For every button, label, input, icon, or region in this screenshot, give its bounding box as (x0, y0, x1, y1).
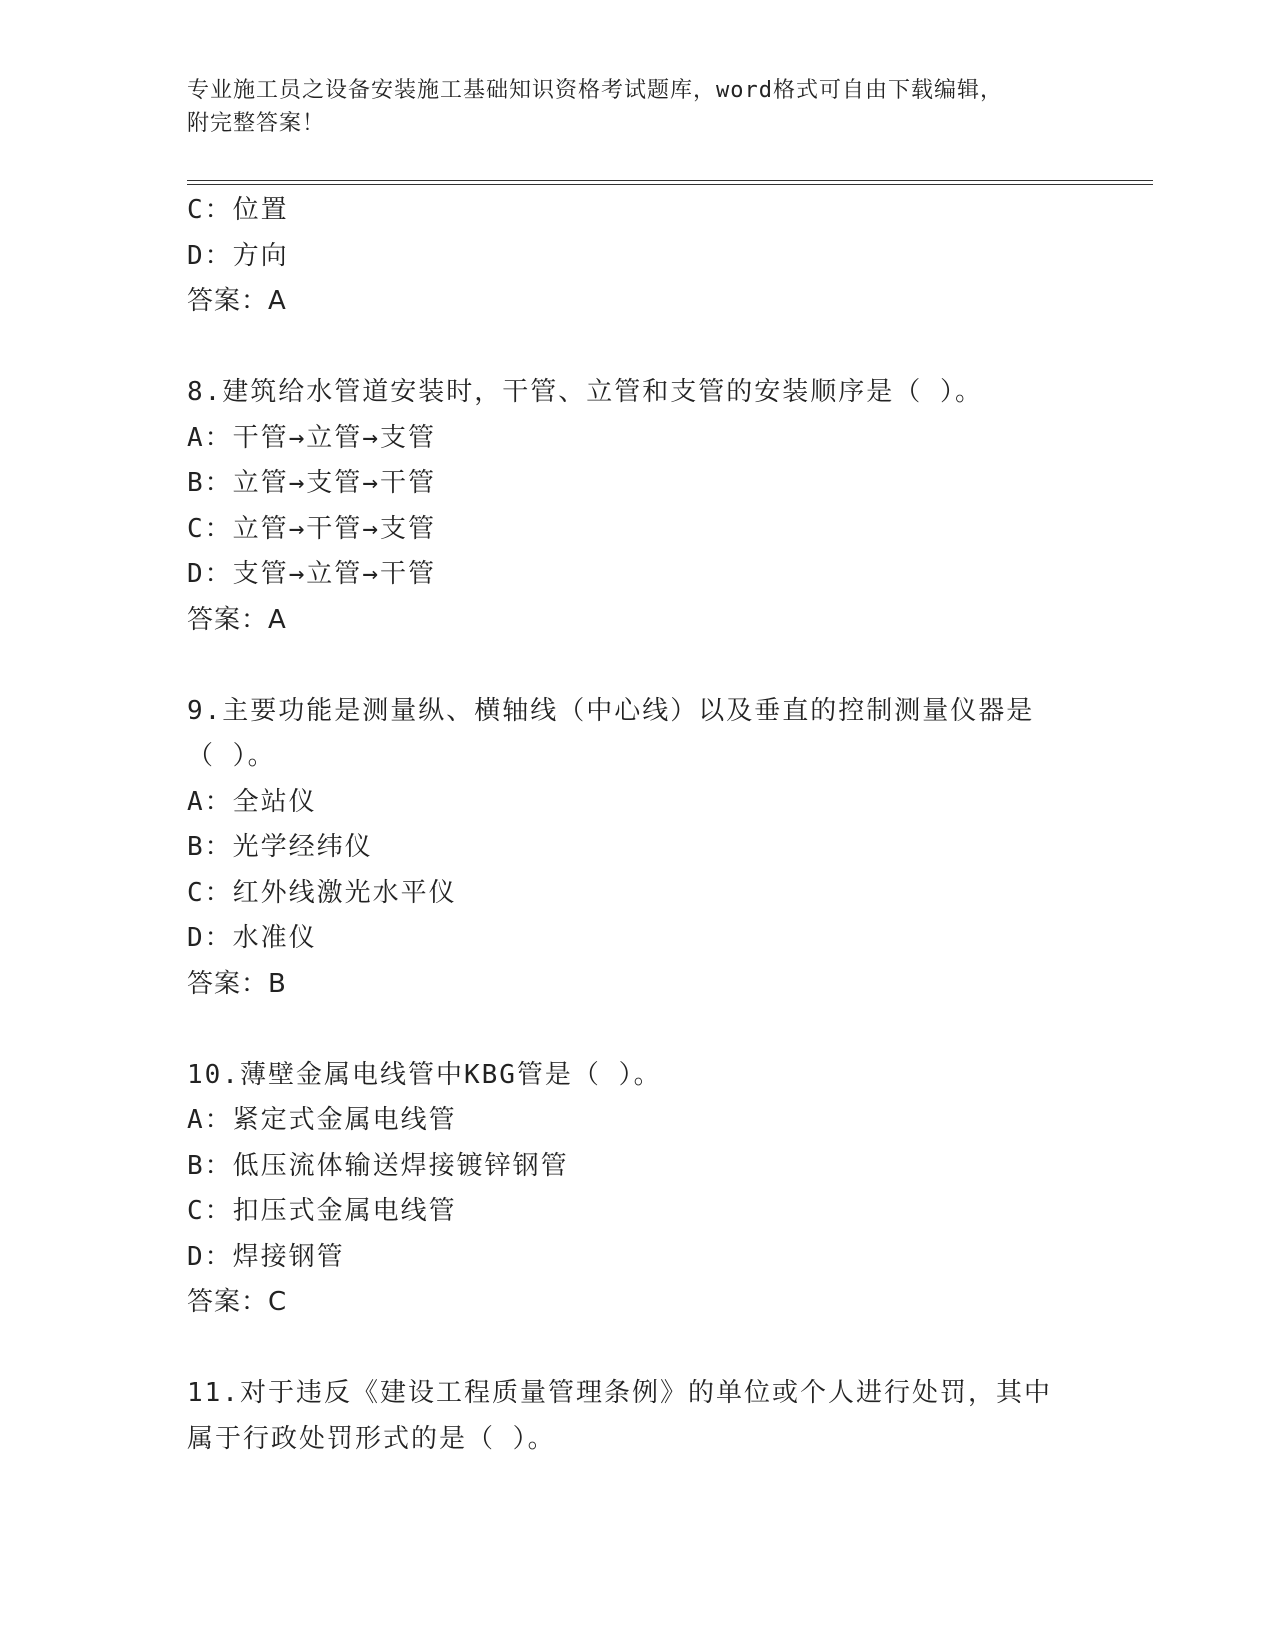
option-b: B：光学经纬仪 (187, 832, 373, 862)
question-9 (187, 689, 1087, 1008)
header-divider-top (187, 180, 1153, 181)
spacer (187, 325, 1087, 371)
answer-label: 答案：B (187, 968, 287, 999)
question-11 (187, 1371, 1087, 1462)
spacer (187, 643, 1087, 689)
carryover-block (187, 188, 1087, 325)
option-c: C：位置 (187, 195, 289, 225)
question-10 (187, 1053, 1087, 1326)
answer-label: 答案：A (187, 604, 287, 635)
option-a: A：干管→立管→支管 (187, 422, 436, 453)
question-title-continued: 属于行政处罚形式的是（ ）。 (187, 1423, 556, 1454)
question-title: 8.建筑给水管道安装时，干管、立管和支管的安装顺序是（ ）。 (187, 377, 983, 407)
question-content (187, 188, 1087, 1462)
option-a: A：紧定式金属电线管 (187, 1105, 457, 1135)
header-divider-bottom (187, 184, 1153, 185)
question-title-continued: （ ）。 (187, 741, 276, 771)
question-title: 11.对于违反《建设工程质量管理条例》的单位或个人进行处罚，其中 (187, 1378, 1052, 1408)
option-d: D：焊接钢管 (187, 1241, 345, 1272)
option-d: D：水准仪 (187, 923, 317, 953)
question-8 (187, 370, 1087, 643)
spacer (187, 1007, 1087, 1053)
option-d: D：支管→立管→干管 (187, 559, 436, 589)
header-line-1: 专业施工员之设备安装施工基础知识资格考试题库，word格式可自由下载编辑， (187, 78, 1003, 103)
option-a: A：全站仪 (187, 786, 317, 817)
option-d: D：方向 (187, 240, 289, 271)
header-line-2: 附完整答案！ (187, 111, 326, 136)
question-title: 10.薄壁金属电线管中KBG管是（ ）。 (187, 1059, 662, 1090)
spacer (187, 1326, 1087, 1372)
answer-label: 答案：C (187, 1287, 288, 1317)
question-title: 9.主要功能是测量纵、横轴线（中心线）以及垂直的控制测量仪器是 (187, 695, 1035, 726)
document-header (187, 74, 1087, 140)
answer-label: 答案：A (187, 286, 287, 316)
option-b: B：立管→支管→干管 (187, 468, 436, 498)
option-c: C：立管→干管→支管 (187, 513, 436, 544)
option-c: C：扣压式金属电线管 (187, 1196, 457, 1226)
option-b: B：低压流体输送焊接镀锌钢管 (187, 1150, 569, 1181)
option-c: C：红外线激光水平仪 (187, 877, 457, 908)
